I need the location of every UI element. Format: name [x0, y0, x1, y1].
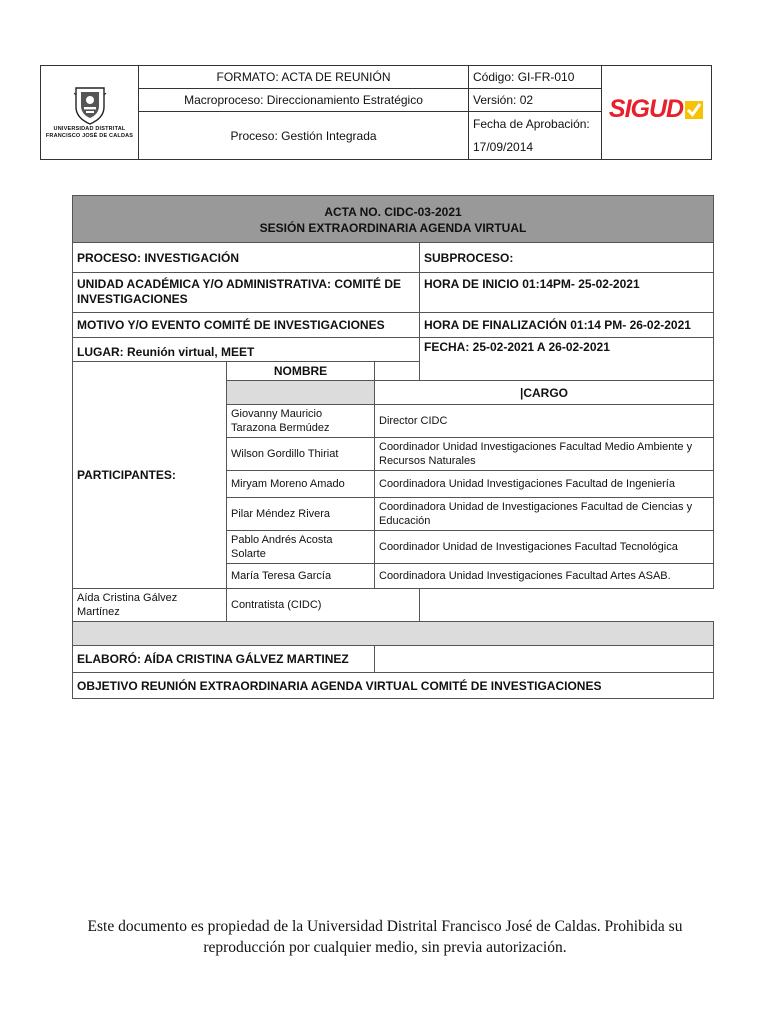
participant-name: Pilar Méndez Rivera	[227, 498, 375, 531]
participant-role: Coordinador Unidad de Investigaciones Facultad Tecnológica	[375, 531, 714, 564]
hora-inicio-field: HORA DE INICIO 01:14PM- 25-02-2021	[420, 273, 714, 313]
footer-line2: reproducción por cualquier medio, sin previa autorización.	[203, 939, 567, 956]
sigud-logo-text: SIGUD	[608, 95, 684, 123]
participant-name: Aída Cristina Gálvez Martínez	[73, 589, 227, 622]
participant-name: Giovanny Mauricio Tarazona Bermúdez	[227, 405, 375, 438]
participant-name: Miryam Moreno Amado	[227, 471, 375, 498]
participantes-label: PARTICIPANTES:	[73, 362, 227, 589]
participant-role: Coordinador Unidad Investigaciones Facultad Medio Ambiente y Recursos Naturales	[375, 438, 714, 471]
objetivo-field: OBJETIVO REUNIÓN EXTRAORDINARIA AGENDA VIRTUAL COMITÉ DE INVESTIGACIONES	[73, 673, 714, 699]
motivo-field: MOTIVO Y/O EVENTO COMITÉ DE INVESTIGACIONES	[73, 313, 420, 338]
university-name-line1: UNIVERSIDAD DISTRITAL	[53, 126, 126, 132]
approval-date-label: Fecha de Aprobación:	[473, 116, 590, 131]
acta-number: ACTA NO. CIDC-03-2021	[324, 205, 462, 219]
macroproceso: Macroproceso: Direccionamiento Estratégico	[139, 89, 469, 112]
format-title: FORMATO: ACTA DE REUNIÓN	[139, 66, 469, 89]
col-header-cargo: |CARGO	[375, 381, 714, 405]
participant-role: Director CIDC	[375, 405, 714, 438]
acta-title	[73, 196, 714, 243]
format-header-table	[40, 65, 712, 160]
document-version: Versión: 02	[469, 89, 602, 112]
footer-notice	[60, 916, 710, 958]
participant-role: Coordinadora Unidad de Investigaciones Facultad de Ciencias y Educación	[375, 498, 714, 531]
fecha-field: FECHA: 25-02-2021 A 26-02-2021	[420, 338, 714, 381]
hora-fin-field: HORA DE FINALIZACIÓN 01:14 PM- 26-02-2021	[420, 313, 714, 338]
participant-name: Wilson Gordillo Thiriat	[227, 438, 375, 471]
approval-date-value: 17/09/2014	[473, 139, 534, 154]
separator-row	[73, 622, 714, 646]
sigud-logo-subtitle	[602, 123, 711, 128]
footer-line1: Este documento es propiedad de la Universidad Distrital Francisco José de Caldas. Prohibida su	[87, 918, 683, 935]
subproceso-field: SUBPROCESO:	[420, 243, 714, 273]
participant-role: Coordinadora Unidad Investigaciones Facultad Artes ASAB.	[375, 564, 714, 589]
document-code: Código: GI-FR-010	[469, 66, 602, 89]
proceso: Proceso: Gestión Integrada	[139, 112, 469, 160]
session-type: SESIÓN EXTRAORDINARIA AGENDA VIRTUAL	[259, 221, 527, 235]
acta-table	[72, 195, 714, 699]
col-header-nombre: NOMBRE	[227, 362, 375, 381]
university-name-line2: FRANCISCO JOSÉ DE CALDAS	[45, 133, 134, 139]
participant-name: María Teresa García	[227, 564, 375, 589]
participant-role: Coordinadora Unidad Investigaciones Facultad de Ingeniería	[375, 471, 714, 498]
sigud-logo	[602, 66, 712, 160]
approval-date	[469, 112, 602, 160]
proceso-field: PROCESO: INVESTIGACIÓN	[73, 243, 420, 273]
elaboro-field: ELABORÓ: AÍDA CRISTINA GÁLVEZ MARTINEZ	[73, 646, 375, 673]
university-logo	[41, 66, 139, 160]
lugar-field: LUGAR: Reunión virtual, MEET	[73, 338, 420, 362]
participant-role: Contratista (CIDC)	[227, 589, 420, 622]
participant-name: Pablo Andrés Acosta Solarte	[227, 531, 375, 564]
university-crest-icon	[73, 85, 107, 125]
table-row	[73, 589, 714, 622]
check-icon	[684, 100, 704, 120]
unidad-field: UNIDAD ACADÉMICA Y/O ADMINISTRATIVA: COMITÉ DE INVESTIGACIONES	[73, 273, 420, 313]
